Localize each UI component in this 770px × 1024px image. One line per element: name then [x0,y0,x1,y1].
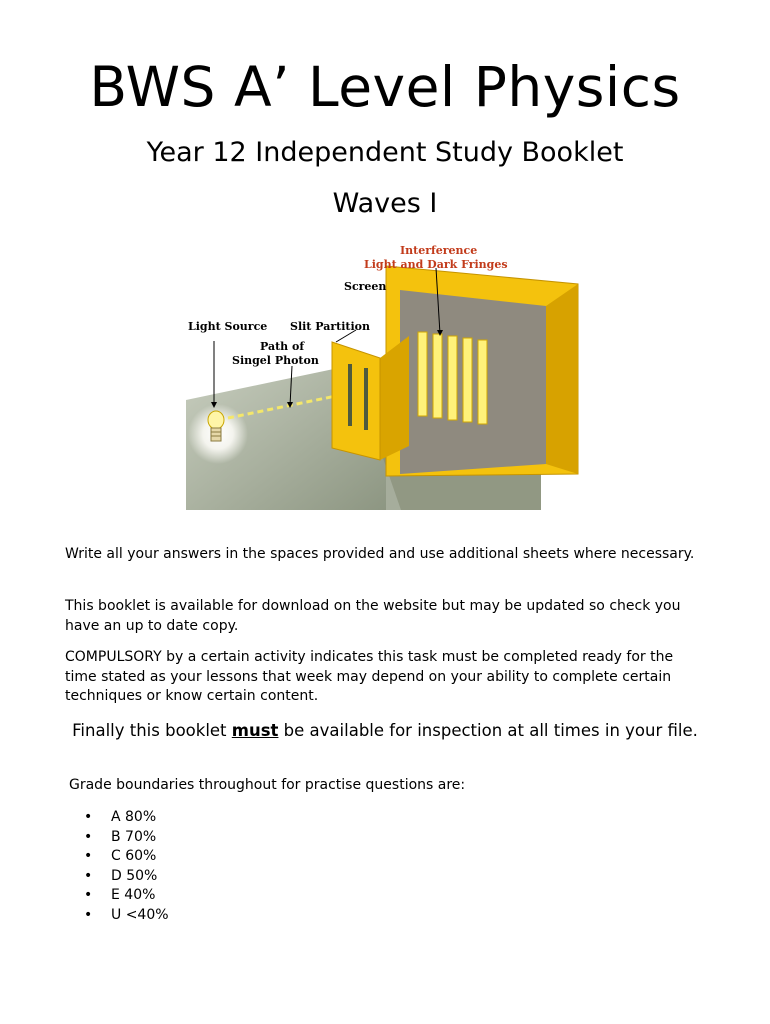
bullet-icon: • [84,867,93,884]
grade-boundaries-intro: Grade boundaries throughout for practise questions are: [69,777,466,793]
list-item [84,867,169,887]
grade-boundaries-list [84,808,169,925]
list-item [84,847,169,867]
bulb-base [211,428,221,441]
inspection-notice [60,719,710,743]
grade-boundary: C 60% [111,848,157,864]
notice-emphasis: must [231,721,279,740]
slit [364,368,368,430]
fringe [478,340,487,424]
bullet-icon: • [84,848,93,864]
fringe [448,336,457,420]
list-item [84,828,169,848]
grade-boundary: U <40% [111,906,169,923]
light-bulb [208,411,224,429]
grade-boundary: E 40% [111,887,156,903]
slit-partition-side [380,336,409,460]
page-title: BWS A’ Level Physics [89,55,681,119]
fringe [418,332,427,416]
grade-boundary: A 80% [111,809,157,825]
page-subtitle: Year 12 Independent Study Booklet [146,137,624,168]
bullet-icon: • [84,887,93,903]
list-item [84,808,169,828]
slit-partition-label: Slit Partition [290,320,370,333]
slit-partition [332,342,380,460]
double-slit-diagram [186,238,592,510]
instruction-paragraph: This booklet is available for download on the website but may be updated so check you have an up to date copy. [65,598,681,634]
screen-label: Screen [344,280,387,293]
bullet-icon: • [84,906,93,923]
bullet-icon: • [84,828,93,845]
instruction-paragraph: Write all your answers in the spaces provided and use additional sheets where necessary. [65,546,695,562]
photon-path-label: Path of [260,340,305,353]
list-item [84,886,169,906]
grade-boundary: D 50% [111,867,158,884]
notice-text: be available for inspection at all times in your file. [278,721,698,740]
grade-boundary: B 70% [111,828,157,845]
photon-path-label: Singel Photon [232,354,319,367]
slit [348,364,352,426]
light-source-label: Light Source [188,320,268,333]
fringe [463,338,472,422]
topic-title: Waves I [332,188,438,219]
screen-edge [546,284,578,474]
instruction-paragraph: COMPULSORY by a certain activity indicates this task must be completed ready for the time stated as your lessons that week may depend on your ability to complete certain techniques or know certain content. [65,649,674,704]
bullet-icon: • [84,809,93,825]
interference-label: Interference [400,244,478,257]
double-slit-illustration [186,238,592,510]
notice-text: Finally this booklet [72,721,232,740]
fringe [433,334,442,418]
list-item [84,906,169,926]
fringes-label: Light and Dark Fringes [364,258,508,271]
